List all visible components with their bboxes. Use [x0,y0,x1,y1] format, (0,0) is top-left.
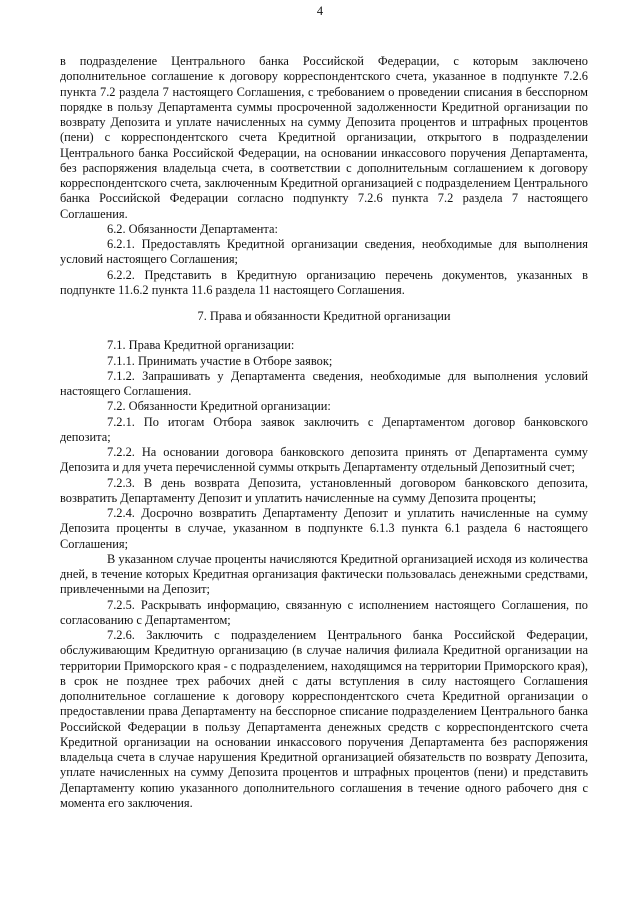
paragraph: 7.1.2. Запрашивать у Департамента сведения, необходимые для выполнения условий настоящего Соглашения. [60,368,588,398]
paragraph: 6.2.2. Представить в Кредитную организацию перечень документов, указанных в подпункте 11.6.2 пункта 11.6 раздела 11 настоящего Соглашения. [60,267,588,297]
paragraph: 7.2. Обязанности Кредитной организации: [107,399,331,414]
paragraph: В указанном случае проценты начисляются Кредитной организацией исходя из количества дней, в течение которых Кредитная организация фактически пользовалась денежными средствами, привлеченными на Депозит; [60,551,588,597]
paragraph: в подразделение Центрального банка Российской Федерации, с которым заключено дополнительное соглашение к договору корреспондентского счета, указанное в подпункте 7.2.6 пункта 7.2 раздела 7 настоящего Соглашения, с требованием о проведении списания в бесспорном порядке в пользу Департамента суммы просроченной задолженности Кредитной организации по возврату Депозита и уплате начисленных на сумму Депозита процентов и штрафных процентов (пени) с корреспондентского счета Кредитной организации, открытого в подразделении Центрального банка Российской Федерации, на основании инкассового поручения Департамента, без распоряжения владельца счета, в соответствии с дополнительным соглашением к договору корреспондентского счета, заключенным Кредитной организацией с подразделением Центрального банка Российской Федерации согласно подпункту 7.2.6 пункта 7.2 раздела 7 настоящего Соглашения. [60,54,588,221]
page-number: 4 [316,4,324,18]
paragraph: 7.2.6. Заключить с подразделением Центрального банка Российской Федерации, обслуживающим Кредитную организацию (в случае наличия филиала Кредитной организации на территории Приморского края - с подразделением, находящимся на территории Приморского края), в срок не позднее трех рабочих дней с даты вступления в силу настоящего Соглашения дополнительное соглашение к договору корреспондентского счета Кредитной организации о предоставлении права Департаменту на бесспорное списание подразделением Центрального банка Российской Федерации в пользу Департамента денежных средств с корреспондентского счета Кредитной организации на основании инкассового поручения Департамента без распоряжения владельца счета в случае нарушения Кредитной организацией обязательств по возврату Депозита, уплате начисленных на сумму Депозита процентов и штрафных процентов (пени) и представить Департаменту копию указанного дополнительного соглашения в течение одного рабочего дня с момента его заключения. [60,628,588,810]
paragraph: 7.2.2. На основании договора банковского депозита принять от Департамента сумму Депозита и для учета перечисленной суммы открыть Департаменту отдельный Депозитный счет; [60,445,588,475]
paragraph: 7.2.4. Досрочно возвратить Департаменту Депозит и уплатить начисленные на сумму Депозита проценты в случае, указанном в подпункте 6.1.3 пункта 6.1 раздела 6 настоящего Соглашения; [60,506,588,551]
section-heading: 7. Права и обязанности Кредитной организации [197,309,451,323]
paragraph: 7.2.5. Раскрывать информацию, связанную с исполнением настоящего Соглашения, по согласованию с Департаментом; [60,597,588,627]
paragraph: 7.2.3. В день возврата Депозита, установленный договором банковского депозита, возвратить Департаменту Депозит и уплатить начисленные на сумму Депозита проценты; [60,475,588,505]
paragraph: 7.2.1. По итогам Отбора заявок заключить с Департаментом договор банковского депозита; [60,414,588,444]
paragraph: 7.1.1. Принимать участие в Отборе заявок; [107,353,333,368]
document-body [60,54,588,811]
paragraph: 6.2. Обязанности Департамента: [107,221,278,236]
paragraph: 7.1. Права Кредитной организации: [107,338,295,353]
paragraph: 6.2.1. Предоставлять Кредитной организации сведения, необходимые для выполнения условий настоящего Соглашения; [60,237,588,267]
